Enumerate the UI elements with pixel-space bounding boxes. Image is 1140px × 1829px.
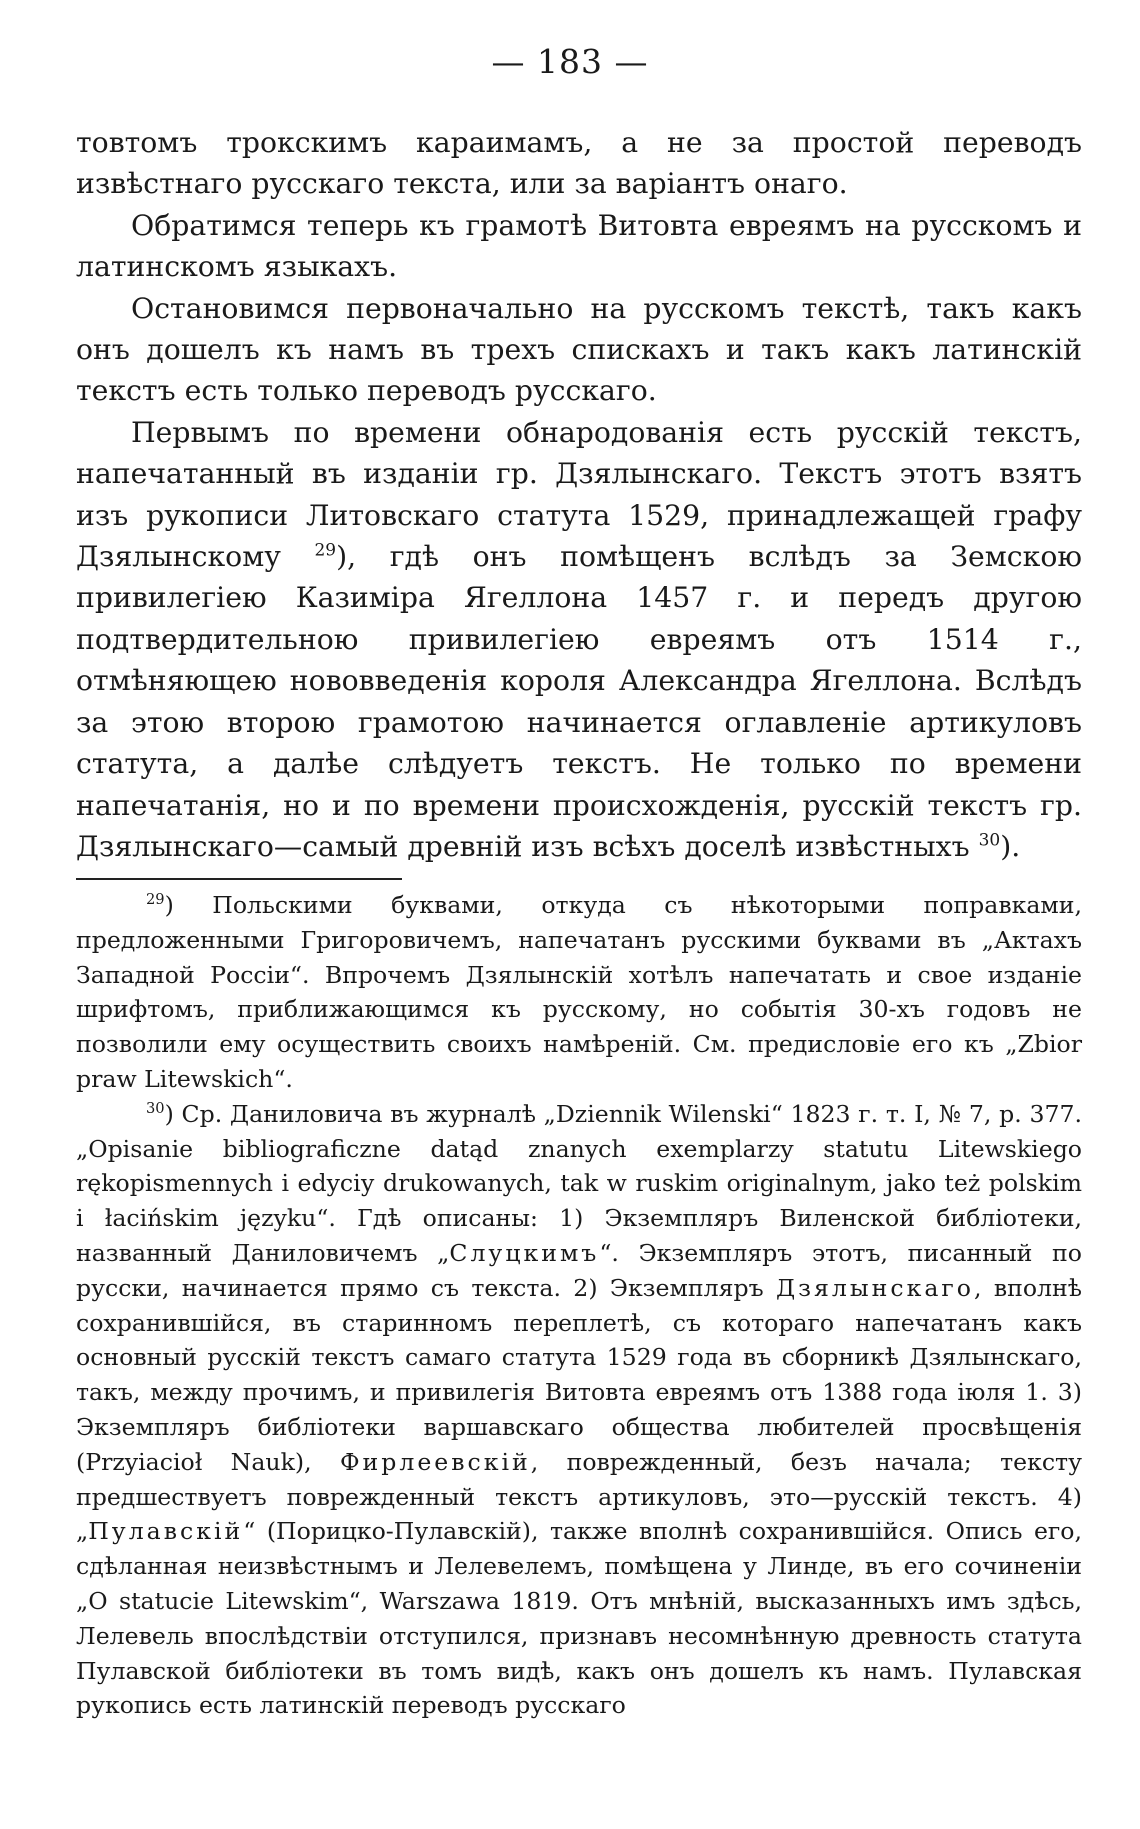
footnote-ref-30[interactable]: 30 — [978, 830, 1001, 851]
footnote-30 — [76, 1097, 1082, 1723]
footnotes — [76, 888, 1082, 1723]
footnote-30-text-2: “. Экземпляръ этотъ, писанный по русски, начинается прямо съ текста. 2) Экземпляръ — [76, 1238, 1082, 1302]
paragraph-1: товтомъ трокскимъ караимамъ, а не за простой переводъ извѣстнаго русскаго текста, или за варіантъ онаго. — [76, 126, 1082, 201]
paragraph-4-part-1: Первымъ по времени обнародованія есть русскій текстъ, напечатанный въ изданіи гр. Дзялынскаго. Текстъ этотъ взятъ изъ рукописи Литовскаго статута 1529, принадлежащей графу Дзялынскому — [76, 415, 1082, 574]
paragraph-2: Обратимся теперь къ грамотѣ Витовта евреямъ на русскомъ и латинскомъ языкахъ. — [76, 208, 1082, 284]
paragraph-4-part-3: ). — [1000, 829, 1021, 863]
footnote-30-spaced-2: Дзялынскаго — [775, 1273, 974, 1302]
footnote-30-text-5: “ (Порицко-Пулавскій), также вполнѣ сохранившійся. Опись его, сдѣланная неизвѣстнымъ и Лелевелемъ, помѣщена у Линде, въ его сочиненіи „O statucie Litewskim“, Warszawa 1819. Отъ мнѣній, высказанныхъ имъ здѣсь, Лелевель впослѣдствіи отступился, признавъ несомнѣнную древность статута Пулавской библіотеки въ томъ видѣ, какъ онъ дошелъ къ намъ. Пулавская рукопись есть латинскій переводъ русскаго — [76, 1517, 1082, 1720]
page-number: — 183 — — [491, 42, 649, 81]
paragraph-4 — [76, 412, 1082, 867]
footnote-30-spaced-4: Пулавскій — [88, 1517, 244, 1546]
footnote-30-spaced-1: Слуцкимъ — [449, 1238, 600, 1267]
footnote-separator — [76, 878, 402, 880]
footnote-30-mark: 30 — [146, 1099, 165, 1117]
footnote-30-text-4: , поврежденный, безъ начала; тексту предшествуетъ поврежденный текстъ артикуловъ, это—русскій текстъ. 4) „ — [76, 1447, 1082, 1546]
footnote-29-mark: 29 — [146, 891, 165, 909]
paragraph-3: Остановимся первоначально на русскомъ текстѣ, такъ какъ онъ дошелъ къ намъ въ трехъ спискахъ и такъ какъ латинскій текстъ есть только переводъ русскаго. — [76, 291, 1082, 408]
footnote-30-text-1: ) Ср. Даниловича въ журналѣ „Dziennik Wilenski“ 1823 г. т. I, № 7, p. 377. „Opisanie bibliograficzne datąd znanych exemplarzy statutu Litewskiego rękopismennych i edycіу drukowanych, tak w ruskim originalnym, jako też polskim i łacińskim języku“. Гдѣ описаны: 1) Экземпляръ Виленской библіотеки, названный Даниловичемъ „ — [76, 1099, 1082, 1267]
footnote-30-text-3: , вполнѣ сохранившійся, въ старинномъ переплетѣ, съ котораго напечатанъ какъ основный русскій текстъ самаго статута 1529 года въ сборникѣ Дзялынскаго, такъ, между прочимъ, и привилегія Витовта евреямъ отъ 1388 года іюля 1. 3) Экземпляръ библіотеки варшавскаго общества любителей просвѣщенія (Przyiacioł Nauk), — [76, 1273, 1083, 1476]
footnote-ref-29[interactable]: 29 — [314, 540, 337, 561]
footnote-30-spaced-3: Фирлеевскій — [339, 1447, 531, 1476]
footnote-29-text: ) Польскими буквами, откуда съ нѣкоторыми поправками, предложенными Григоровичемъ, напечатанъ русскими буквами въ „Актахъ Западной Россіи“. Впрочемъ Дзялынскій хотѣлъ напечатать и свое изданіе шрифтомъ, приближающимся къ русскому, но событія 30-хъ годовъ не позволили ему осуществить своихъ намѣреній. См. предисловіе его къ „Zbior praw Litewskich“. — [76, 891, 1082, 1093]
footnote-29 — [76, 888, 1082, 1097]
paragraph-4-part-2: ), гдѣ онъ помѣщенъ вслѣдъ за Земскою привилегіею Казиміра Ягеллона 1457 г. и передъ другою подтвердительною привилегіею евреямъ отъ 1514 г., отмѣняющею нововведенія короля Александра Ягеллона. Вслѣдъ за этою второю грамотою начинается оглавленіе артикуловъ статута, а далѣе слѣдуетъ текстъ. Не только по времени напечатанія, но и по времени происхожденія, русскій текстъ гр. Дзялынскаго—самый древній изъ всѣхъ доселѣ извѣстныхъ — [76, 540, 1082, 863]
main-text — [76, 122, 1082, 867]
